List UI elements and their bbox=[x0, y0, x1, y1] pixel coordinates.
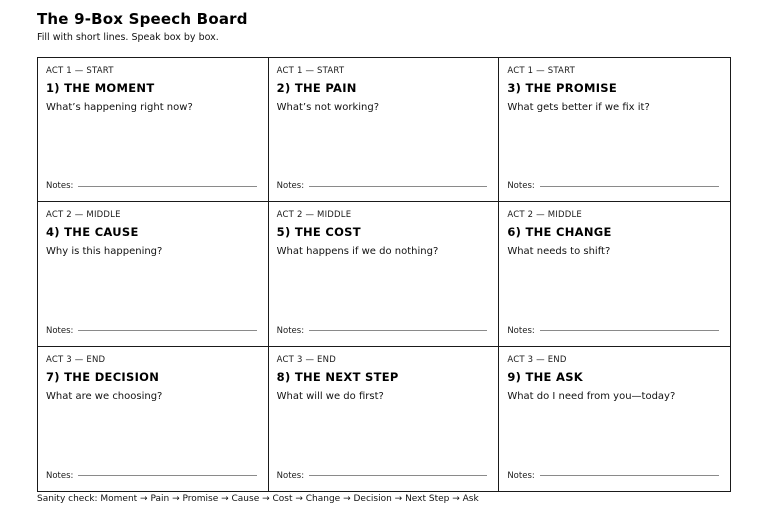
act-label: ACT 1 — START bbox=[276, 66, 345, 76]
notes-label: Notes: bbox=[46, 470, 74, 481]
nine-box-grid bbox=[37, 57, 731, 492]
act-label: ACT 3 — END bbox=[46, 354, 106, 365]
box-question: What’s not working? bbox=[276, 102, 380, 113]
box-title: 8) THE NEXT STEP bbox=[276, 369, 399, 384]
notes-line bbox=[540, 330, 719, 331]
notes-label: Notes: bbox=[507, 181, 535, 192]
speech-box-5-the-cost bbox=[269, 202, 500, 346]
speech-box-9-the-ask bbox=[499, 347, 730, 491]
notes-label: Notes: bbox=[507, 325, 535, 336]
notes-row bbox=[46, 181, 257, 191]
notes-row bbox=[507, 181, 719, 191]
speech-box-6-the-change bbox=[499, 202, 730, 346]
box-title: 6) THE CHANGE bbox=[507, 225, 612, 240]
notes-line bbox=[540, 475, 719, 476]
box-title: 5) THE COST bbox=[276, 225, 361, 240]
notes-row bbox=[277, 326, 488, 336]
speech-box-4-the-cause bbox=[38, 202, 269, 346]
act-label: ACT 2 — MIDDLE bbox=[507, 210, 582, 221]
act-label: ACT 1 — START bbox=[46, 66, 114, 76]
notes-line bbox=[78, 330, 256, 331]
box-question: What happens if we do nothing? bbox=[276, 246, 439, 258]
notes-label: Notes: bbox=[46, 181, 74, 192]
notes-row bbox=[46, 471, 257, 481]
notes-row bbox=[507, 471, 719, 481]
act-label: ACT 2 — MIDDLE bbox=[46, 210, 121, 221]
notes-line bbox=[309, 475, 487, 476]
box-title: 4) THE CAUSE bbox=[46, 225, 139, 240]
notes-line bbox=[78, 475, 256, 476]
speech-box-7-the-decision bbox=[38, 347, 269, 491]
act-label: ACT 1 — START bbox=[507, 66, 575, 76]
notes-row bbox=[277, 471, 488, 481]
notes-label: Notes: bbox=[276, 181, 305, 192]
notes-label: Notes: bbox=[276, 325, 305, 336]
speech-box-2-the-pain bbox=[269, 58, 500, 202]
page-subtitle: Fill with short lines. Speak box by box. bbox=[37, 32, 219, 43]
box-question: What gets better if we fix it? bbox=[507, 102, 650, 113]
box-title: 2) THE PAIN bbox=[276, 81, 357, 95]
act-label: ACT 3 — END bbox=[276, 354, 336, 365]
box-question: What’s happening right now? bbox=[46, 102, 193, 113]
notes-line bbox=[309, 186, 487, 187]
act-label: ACT 3 — END bbox=[507, 354, 567, 365]
box-question: What will we do first? bbox=[276, 390, 384, 402]
notes-line bbox=[78, 186, 256, 187]
notes-row bbox=[46, 326, 257, 336]
notes-line bbox=[309, 330, 487, 331]
box-question: What are we choosing? bbox=[46, 390, 163, 402]
box-question: Why is this happening? bbox=[46, 246, 163, 258]
speech-box-3-the-promise bbox=[499, 58, 730, 202]
sanity-check-footer: Sanity check: Moment → Pain → Promise → Cause → Cost → Change → Decision → Next Step → Ask bbox=[37, 494, 479, 504]
page-title: The 9-Box Speech Board bbox=[37, 10, 248, 28]
notes-row bbox=[507, 326, 719, 336]
notes-label: Notes: bbox=[276, 470, 305, 481]
act-label: ACT 2 — MIDDLE bbox=[276, 210, 352, 221]
box-title: 3) THE PROMISE bbox=[507, 81, 618, 95]
box-question: What do I need from you—today? bbox=[507, 390, 676, 402]
notes-line bbox=[540, 186, 719, 187]
box-question: What needs to shift? bbox=[507, 246, 611, 258]
notes-row bbox=[277, 181, 488, 191]
notes-label: Notes: bbox=[507, 470, 535, 481]
speech-box-8-the-next-step bbox=[269, 347, 500, 491]
notes-label: Notes: bbox=[46, 325, 74, 336]
box-title: 1) THE MOMENT bbox=[46, 81, 155, 95]
page-header bbox=[37, 10, 248, 43]
box-title: 9) THE ASK bbox=[507, 369, 584, 384]
box-title: 7) THE DECISION bbox=[46, 369, 160, 384]
speech-box-1-the-moment bbox=[38, 58, 269, 202]
